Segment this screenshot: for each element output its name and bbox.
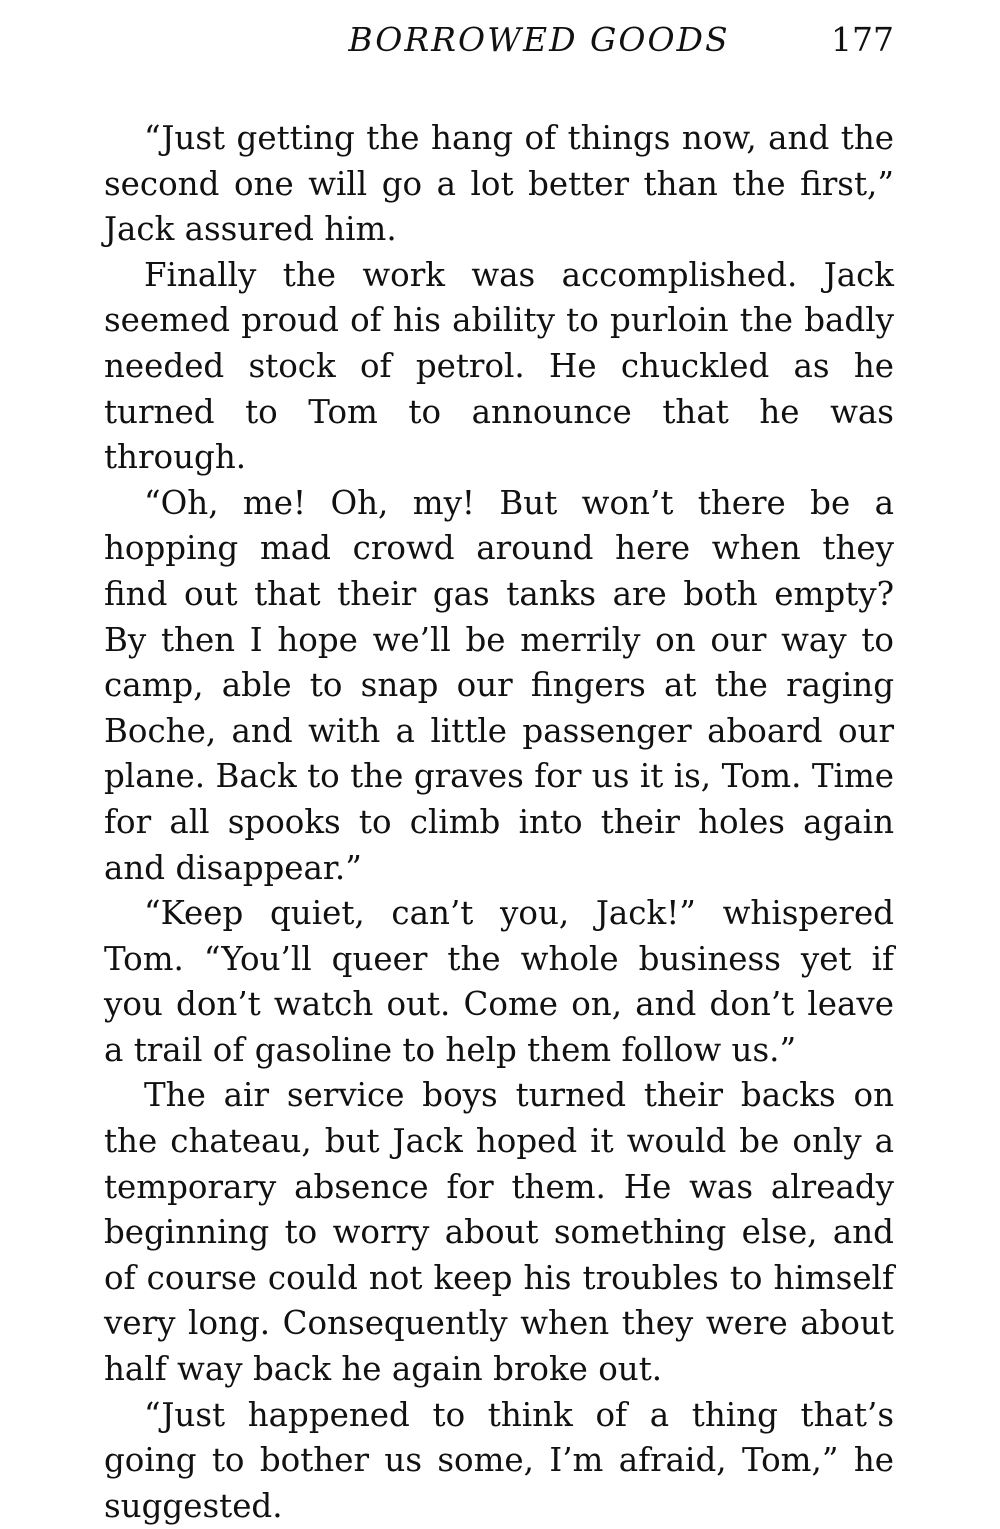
book-page bbox=[104, 14, 894, 1529]
paragraph: “Just happened to think of a thing that’s going to bother us some, I’m afraid, Tom,” he suggested. bbox=[104, 1395, 894, 1525]
paragraph: “Just getting the hang of things now, and the second one will go a lot better than the first,” Jack assured him. bbox=[104, 119, 894, 249]
paragraph: “Keep quiet, can’t you, Jack!” whispered Tom. “You’ll queer the whole business yet if you don’t watch out. Come on, and don’t leave a trail of gasoline to help them follow us.” bbox=[104, 894, 894, 1069]
chapter-title: BORROWED GOODS bbox=[348, 20, 730, 59]
body-text bbox=[104, 116, 894, 1529]
paragraph: “Oh, me! Oh, my! But won’t there be a hopping mad crowd around here when they find out that their gas tanks are both empty? By then I hope we’ll be merrily on our way to camp, able to snap our fingers at the raging Boche, and with a little passenger aboard our plane. Back to the graves for us it is, Tom. Time for all spooks to climb into their holes again and disappear.” bbox=[104, 483, 894, 887]
paragraph: Finally the work was accomplished. Jack seemed proud of his ability to purloin the badly needed stock of petrol. He chuckled as he turned to Tom to announce that he was through. bbox=[104, 255, 894, 477]
paragraph: The air service boys turned their backs on the chateau, but Jack hoped it would be only a temporary absence for them. He was already beginning to worry about something else, and of course could not keep his troubles to himself very long. Consequently when they were about half way back he again broke out. bbox=[104, 1076, 894, 1389]
running-head bbox=[104, 14, 894, 72]
page-number: 177 bbox=[831, 20, 894, 59]
